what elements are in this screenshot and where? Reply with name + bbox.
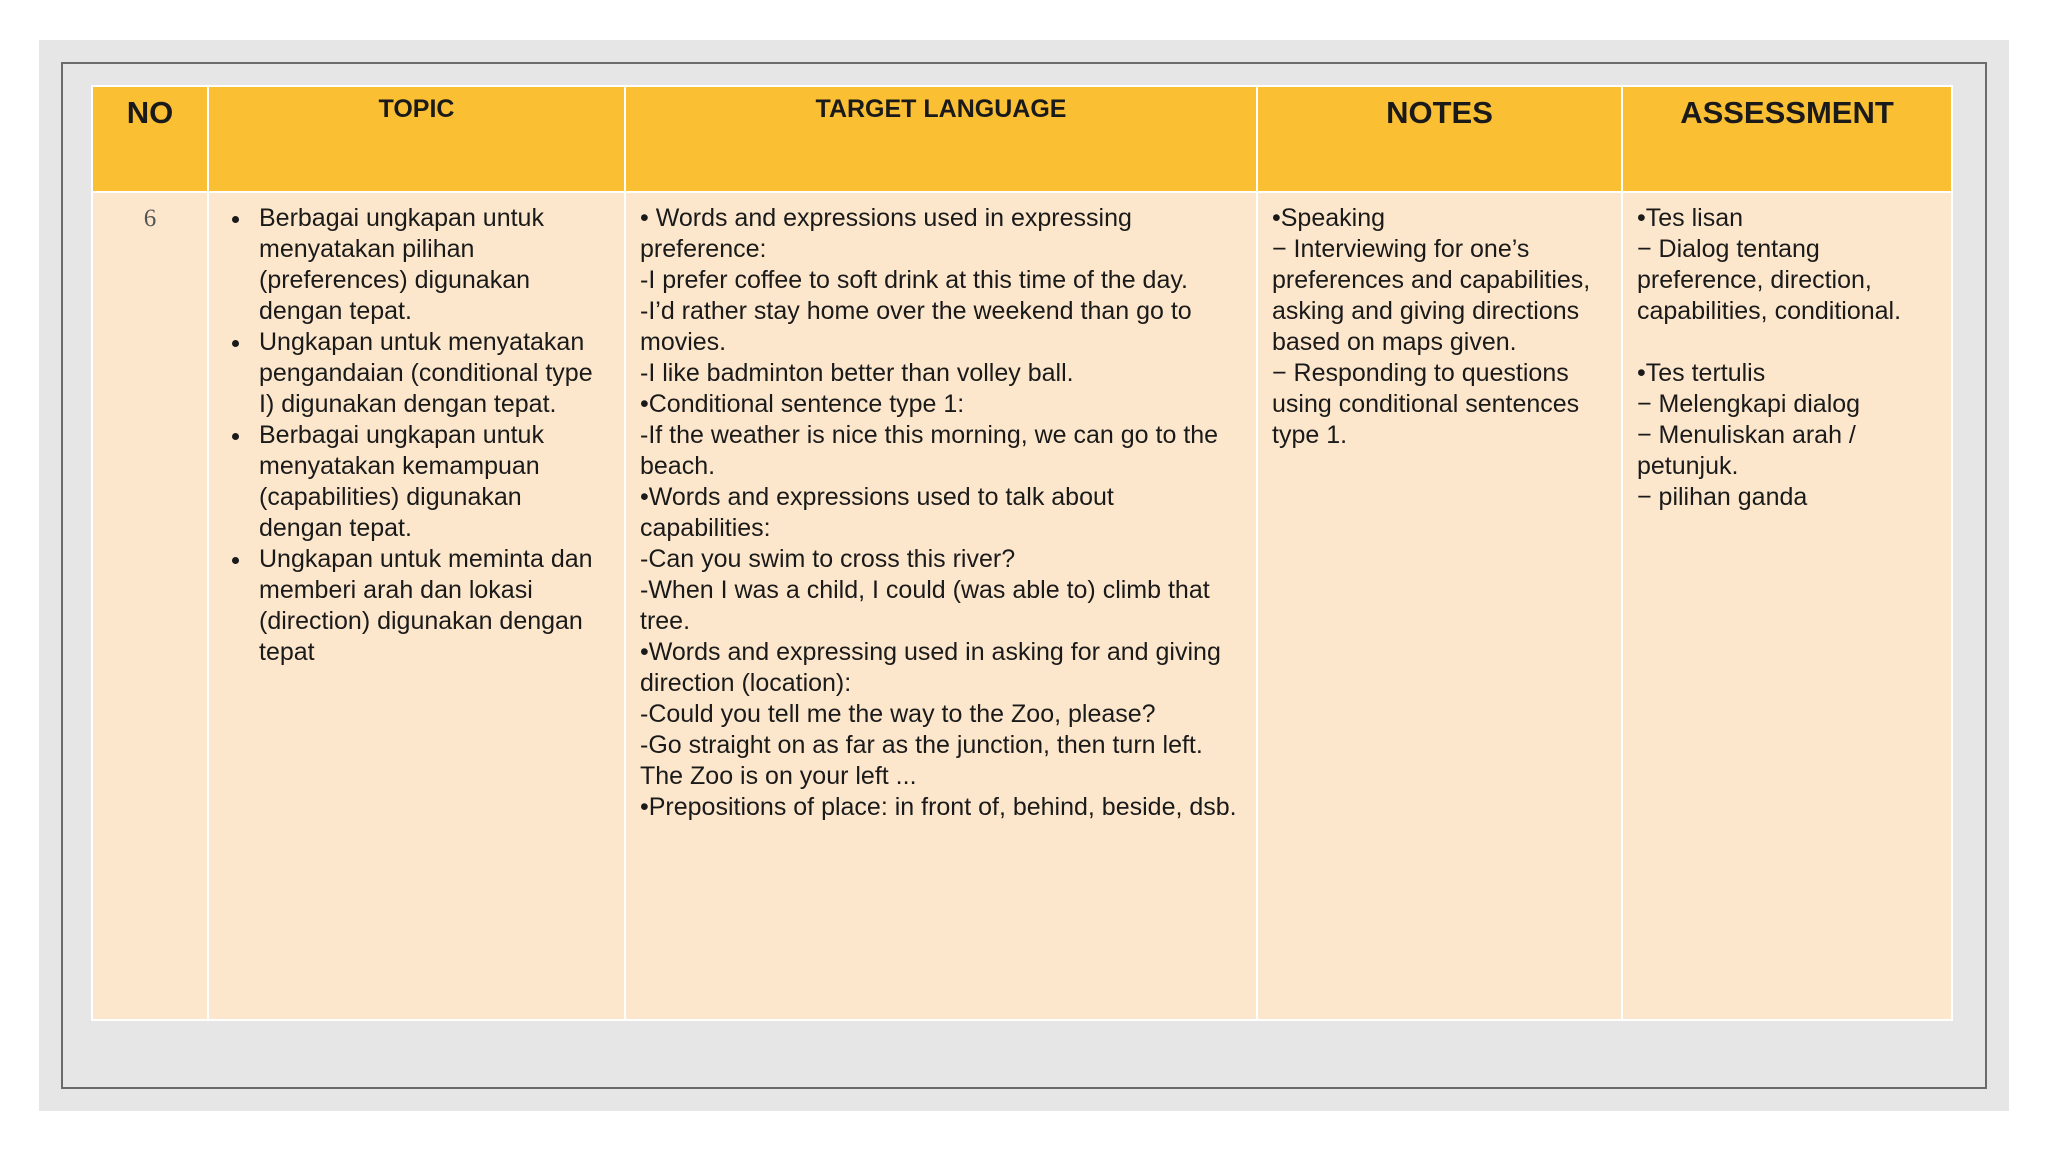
- cell-target-language: [625, 192, 1257, 1020]
- header-row: [92, 86, 1952, 192]
- table-row: [92, 192, 1952, 1020]
- assessment-line: •Tes tertulis: [1637, 359, 1766, 387]
- target-language-line: • Words and expressions used in expressing preference:: [640, 204, 1132, 263]
- target-language-line: •Prepositions of place: in front of, behind, beside, dsb.: [640, 793, 1237, 821]
- syllabus-table: [91, 85, 1953, 1021]
- list-item: • Berbagai ungkapan untuk menyatakan kemampuan (capabilities) digunakan dengan tepat.: [253, 420, 610, 544]
- target-language-line: -I’d rather stay home over the weekend than go to movies.: [640, 297, 1192, 356]
- target-language-line: •Conditional sentence type 1:: [640, 390, 965, 418]
- header-target-language: TARGET LANGUAGE: [625, 86, 1257, 192]
- notes-line: − Interviewing for one’s preferences and capabilities, asking and giving directions based on maps given.: [1272, 235, 1591, 356]
- target-language-line: -When I was a child, I could (was able to) climb that tree.: [640, 576, 1210, 635]
- target-language-line: -Go straight on as far as the junction, then turn left. The Zoo is on your left ...: [640, 731, 1203, 790]
- assessment-line: − Menuliskan arah / petunjuk.: [1637, 421, 1856, 480]
- cell-topic: [208, 192, 625, 1020]
- cell-assessment: [1622, 192, 1952, 1020]
- notes-line: •Speaking: [1272, 204, 1386, 232]
- target-language-line: -Can you swim to cross this river?: [640, 545, 1016, 573]
- cell-notes: [1257, 192, 1622, 1020]
- target-language-line: -I prefer coffee to soft drink at this time of the day.: [640, 266, 1188, 294]
- assessment-line: − Dialog tentang preference, direction, capabilities, conditional.: [1637, 235, 1902, 325]
- list-item: • Berbagai ungkapan untuk menyatakan pilihan (preferences) digunakan dengan tepat.: [253, 203, 610, 327]
- target-language-line: -Could you tell me the way to the Zoo, please?: [640, 700, 1156, 728]
- header-notes: NOTES: [1257, 86, 1622, 192]
- target-language-line: -If the weather is nice this morning, we can go to the beach.: [640, 421, 1219, 480]
- target-language-line: •Words and expressing used in asking for and giving direction (location):: [640, 638, 1221, 697]
- header-topic: TOPIC: [208, 86, 625, 192]
- topic-list: [223, 203, 610, 668]
- notes-line: − Responding to questions using conditional sentences type 1.: [1272, 359, 1580, 449]
- target-language-line: -I like badminton better than volley ball.: [640, 359, 1074, 387]
- header-no: NO: [92, 86, 208, 192]
- cell-no: 6: [92, 192, 208, 1020]
- assessment-line: − pilihan ganda: [1637, 483, 1808, 511]
- list-item: • Ungkapan untuk menyatakan pengandaian (conditional type I) digunakan dengan tepat.: [253, 327, 610, 420]
- header-assessment: ASSESSMENT: [1622, 86, 1952, 192]
- assessment-line: − Melengkapi dialog: [1637, 390, 1861, 418]
- assessment-spacer: [1637, 327, 1937, 358]
- assessment-line: •Tes lisan: [1637, 204, 1744, 232]
- list-item: • Ungkapan untuk meminta dan memberi arah dan lokasi (direction) digunakan dengan tepat: [253, 544, 610, 668]
- target-language-line: •Words and expressions used to talk about capabilities:: [640, 483, 1114, 542]
